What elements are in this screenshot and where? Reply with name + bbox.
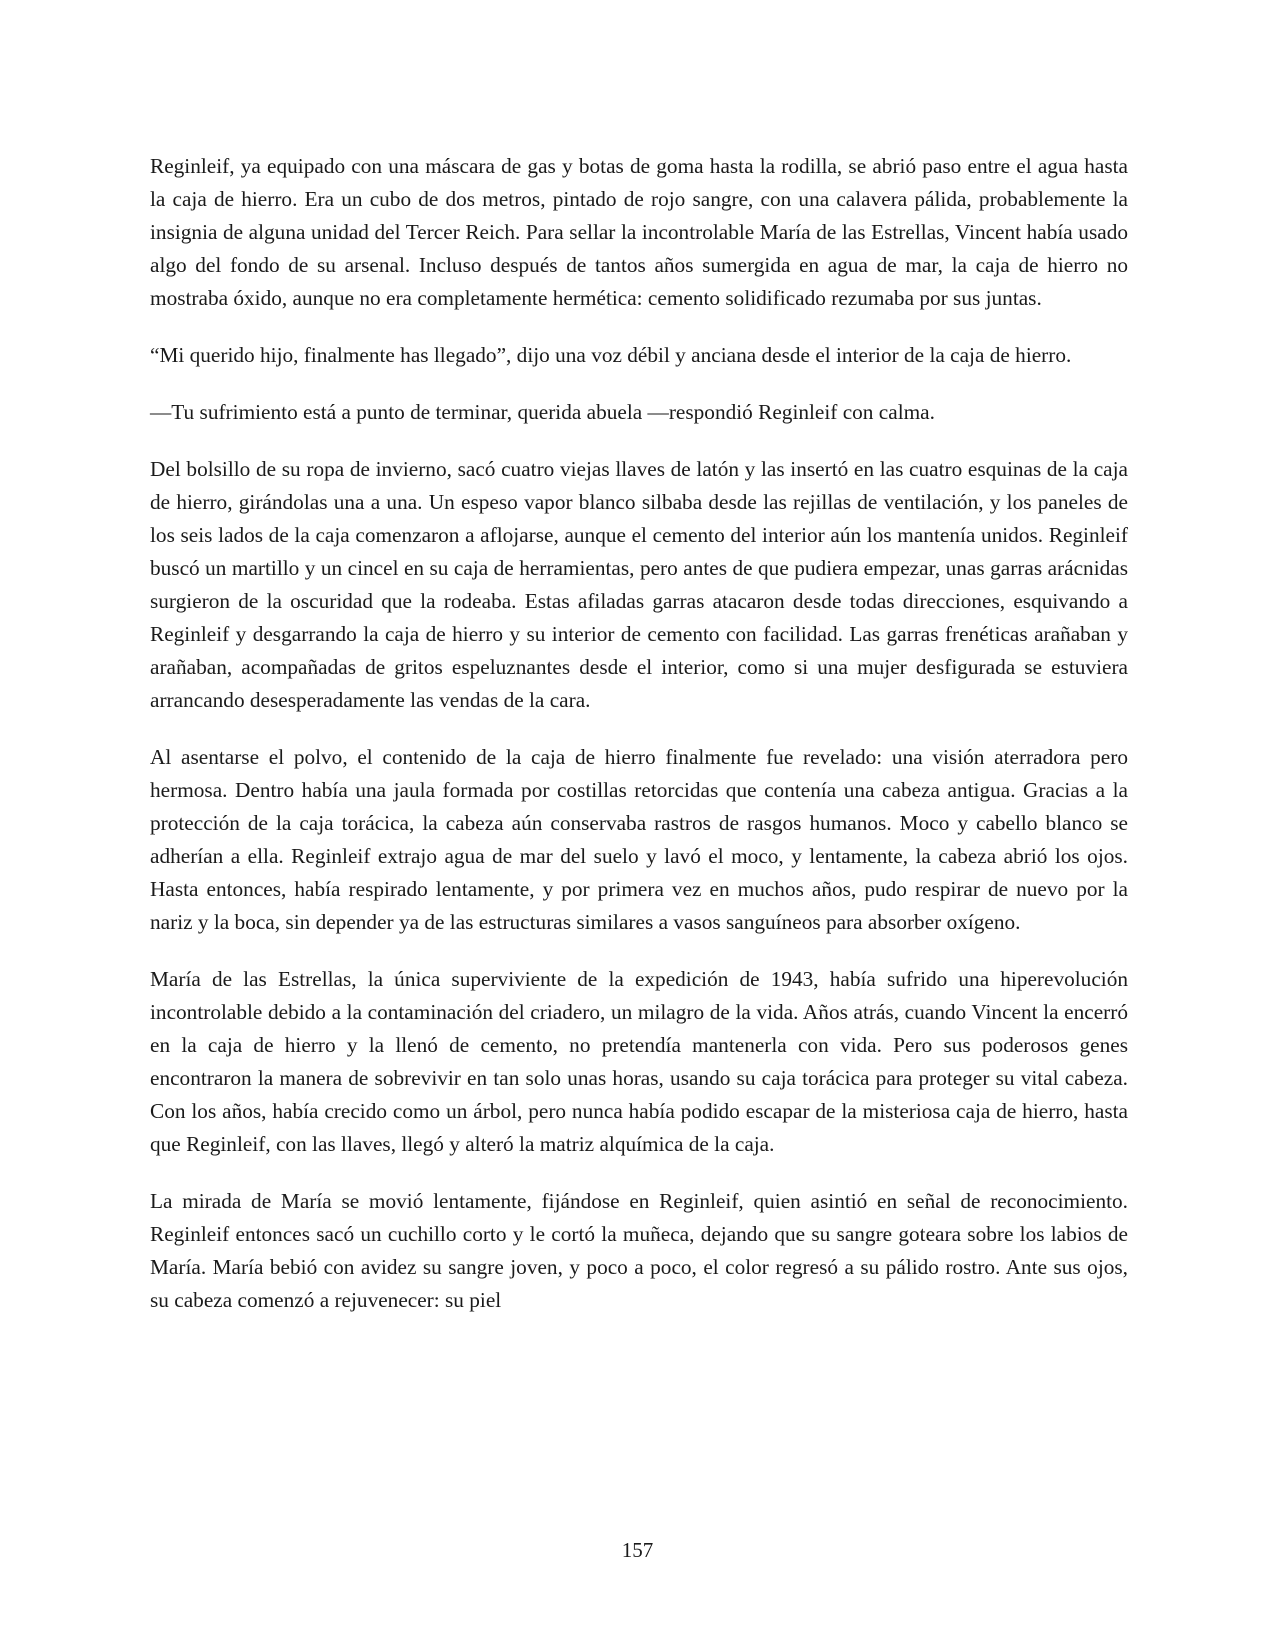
paragraph: “Mi querido hijo, finalmente has llegado”, dijo una voz débil y anciana desde el interior de la caja de hierro. [150, 343, 1072, 367]
paragraph: Al asentarse el polvo, el contenido de la caja de hierro finalmente fue revelado: una visión aterradora pero hermosa. Dentro había una jaula formada por costillas retorcidas que contenía una cabeza antigua. Gracias a la protección de la caja torácica, la cabeza aún conservaba rastros de rasgos humanos. Moco y cabello blanco se adherían a ella. Reginleif extrajo agua de mar del suelo y lavó el moco, y lentamente, la cabeza abrió los ojos. Hasta entonces, había respirado lentamente, y por primera vez en muchos años, pudo respirar de nuevo por la nariz y la boca, sin depender ya de las estructuras similares a vasos sanguíneos para absorber oxígeno. [150, 745, 1128, 934]
paragraph: María de las Estrellas, la única superviviente de la expedición de 1943, había sufrido una hiperevolución incontrolable debido a la contaminación del criadero, un milagro de la vida. Años atrás, cuando Vincent la encerró en la caja de hierro y la llenó de cemento, no pretendía mantenerla con vida. Pero sus poderosos genes encontraron la manera de sobrevivir en tan solo unas horas, usando su caja torácica para proteger su vital cabeza. Con los años, había crecido como un árbol, pero nunca había podido escapar de la misteriosa caja de hierro, hasta que Reginleif, con las llaves, llegó y alteró la matriz alquímica de la caja. [150, 967, 1128, 1156]
paragraph: Reginleif, ya equipado con una máscara de gas y botas de goma hasta la rodilla, se abrió paso entre el agua hasta la caja de hierro. Era un cubo de dos metros, pintado de rojo sangre, con una calavera pálida, probablemente la insignia de alguna unidad del Tercer Reich. Para sellar la incontrolable María de las Estrellas, Vincent había usado algo del fondo de su arsenal. Incluso después de tantos años sumergida en agua de mar, la caja de hierro no mostraba óxido, aunque no era completamente hermética: cemento solidificado rezumaba por sus juntas. [150, 154, 1128, 310]
body-text [150, 150, 1128, 1341]
paragraph: La mirada de María se movió lentamente, fijándose en Reginleif, quien asintió en señal de reconocimiento. Reginleif entonces sacó un cuchillo corto y le cortó la muñeca, dejando que su sangre goteara sobre los labios de María. María bebió con avidez su sangre joven, y poco a poco, el color regresó a su pálido rostro. Ante sus ojos, su cabeza comenzó a rejuvenecer: su piel [150, 1189, 1128, 1312]
page-number: 157 [621, 1538, 654, 1562]
paragraph: —Tu sufrimiento está a punto de terminar, querida abuela —respondió Reginleif con calma. [150, 400, 935, 424]
paragraph: Del bolsillo de su ropa de invierno, sacó cuatro viejas llaves de latón y las insertó en las cuatro esquinas de la caja de hierro, girándolas una a una. Un espeso vapor blanco silbaba desde las rejillas de ventilación, y los paneles de los seis lados de la caja comenzaron a aflojarse, aunque el cemento del interior aún los mantenía unidos. Reginleif buscó un martillo y un cincel en su caja de herramientas, pero antes de que pudiera empezar, unas garras arácnidas surgieron de la oscuridad que la rodeaba. Estas afiladas garras atacaron desde todas direcciones, esquivando a Reginleif y desgarrando la caja de hierro y su interior de cemento con facilidad. Las garras frenéticas arañaban y arañaban, acompañadas de gritos espeluznantes desde el interior, como si una mujer desfigurada se estuviera arrancando desesperadamente las vendas de la cara. [150, 457, 1128, 712]
